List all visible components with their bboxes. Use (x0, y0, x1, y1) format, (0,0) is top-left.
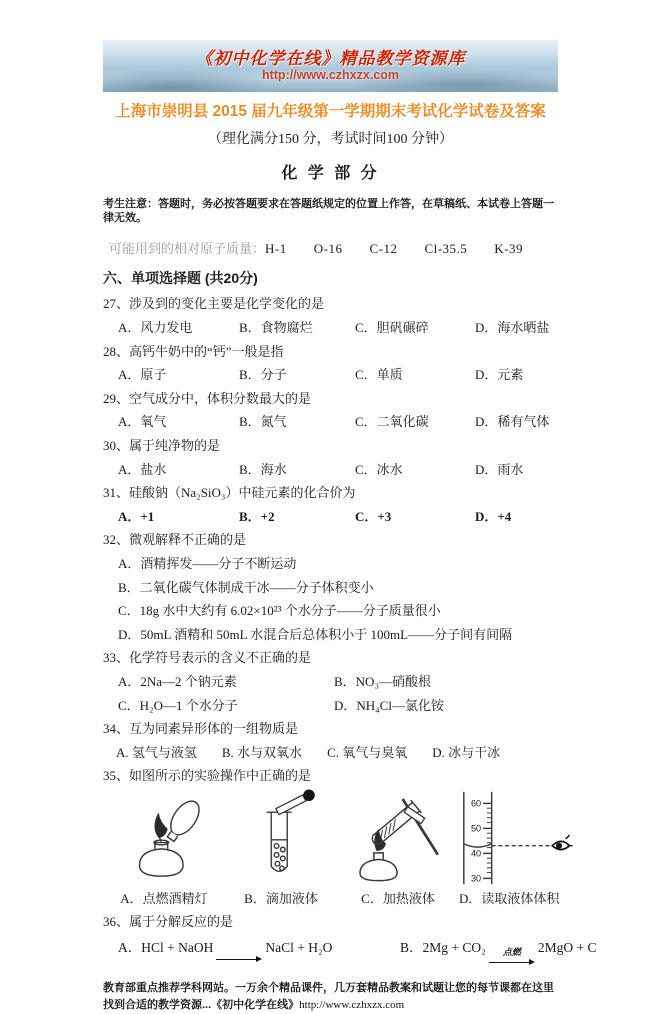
document-subtitle: （理化满分150 分，考试时间100 分钟） (208, 131, 453, 147)
options-row (103, 462, 558, 478)
document-title: 上海市崇明县 2015 届九年级第一学期期末考试化学试卷及答案 (115, 103, 546, 120)
option-c: C．冰水 (355, 461, 403, 477)
dropper-test-tube-icon (241, 788, 321, 888)
options-row (103, 745, 558, 761)
option-a: A．原子 (118, 367, 167, 383)
option-a: A. 氢气与液氢 (116, 744, 197, 760)
banner-site-title: 《初中化学在线》精品教学资源库 (195, 48, 466, 68)
question-number: 35、 (103, 768, 130, 784)
meniscus-curve (463, 844, 491, 847)
option-d: D．海水晒盐 (475, 320, 550, 335)
question-number: 31、 (103, 485, 130, 501)
question-number: 33、 (103, 650, 130, 666)
option-b-equation (400, 940, 596, 967)
option-b: B．+2 (239, 508, 275, 524)
scale-50: 50 (470, 823, 481, 834)
question-text: 属于纯净物的是 (129, 437, 221, 453)
option-d: D．NH₄Cl—氯化铵 (334, 697, 444, 713)
scale-60: 60 (470, 798, 481, 809)
equation-rhs: NaCl + H₂O (265, 940, 333, 956)
question-text: 硅酸钠（Na₂SiO₃）中硅元素的化合价为 (129, 485, 356, 501)
option-d: D. 冰与干冰 (432, 744, 501, 760)
equation-lhs: HCl + NaOH (141, 940, 214, 956)
option-c: C．胆矾碾碎 (355, 320, 429, 335)
question-31 (103, 485, 558, 524)
option-c: C．单质 (355, 367, 403, 383)
figure-caption-a: A．点燃酒精灯 (120, 890, 208, 906)
footer-text: 教育部重点推荐学科网站。一万余个精品课件，几万套精品教案和试题让您的每节课都在这里找到合适的教学资源...《初中化学在线》 (103, 982, 554, 1012)
question-28 (103, 344, 558, 383)
question-text: 互为同素异形体的一组物质是 (129, 721, 299, 737)
question-35 (103, 768, 558, 906)
eye-icon (552, 835, 572, 849)
dropper-icon (275, 788, 317, 817)
figure-caption-b: B．滴加液体 (244, 890, 318, 906)
question-number: 30、 (103, 437, 130, 453)
option-b: B．分子 (239, 367, 287, 383)
option-d: D．+4 (475, 508, 512, 524)
banner-image (103, 40, 558, 92)
question-number: 34、 (103, 721, 130, 737)
footer-promo (103, 980, 558, 1014)
reaction-arrow (216, 945, 262, 964)
question-text: 化学符号表示的含义不正确的是 (129, 650, 312, 666)
question-32 (103, 532, 558, 642)
option-b: B. 水与双氧水 (221, 744, 303, 760)
figure-caption-d: D．读取液体体积 (459, 890, 560, 906)
question-text: 高钙牛奶中的“钙”一般是指 (129, 343, 284, 359)
figure-lighting-alcohol-lamp (103, 788, 225, 907)
candidate-notice: 考生注意：答题时，务必按答题要求在答题纸规定的位置上作答，在草稿纸、本试卷上答题一律无效。 (103, 197, 554, 225)
question-text: 属于分解反应的是 (129, 914, 234, 930)
scale-40: 40 (470, 848, 481, 859)
atomic-mass-label: 可能用到的相对原子质量： (109, 241, 266, 257)
reaction-condition: 点燃 (502, 947, 521, 958)
question-text: 如图所示的实验操作中正确的是 (129, 768, 312, 784)
question-number: 27、 (103, 296, 130, 312)
equation-rhs: 2MgO + C (537, 940, 597, 956)
question-29 (103, 391, 558, 430)
option-a: A．酒精挥发——分子不断运动 (118, 555, 297, 571)
option-b: B．NO₃—硝酸根 (334, 673, 431, 689)
option-a-equation (118, 940, 400, 967)
option-c: C．二氧化碳 (355, 414, 429, 430)
option-a: A．+1 (118, 508, 155, 524)
atomic-mass-line (103, 238, 558, 257)
option-b: B．食物腐烂 (239, 320, 313, 335)
section-heading: 六、单项选择题 (共20分) (103, 270, 258, 287)
option-c: C. 氧气与臭氧 (327, 744, 408, 760)
option-d: D．50mL 酒精和 50mL 水混合后总体积小于 100mL——分子间有间隔 (118, 626, 513, 642)
footer-url-link[interactable]: http://www.czhxzx.com (299, 999, 405, 1012)
options-row (103, 509, 558, 525)
question-number: 36、 (103, 914, 130, 930)
question-text: 微观解释不正确的是 (129, 532, 247, 548)
experiment-figures-row (103, 788, 558, 907)
question-number: 28、 (103, 343, 130, 359)
question-number: 29、 (103, 390, 130, 406)
option-a: A．盐水 (118, 461, 167, 477)
question-text: 空气成分中，体积分数最大的是 (129, 390, 312, 406)
option-a: A．氧气 (118, 414, 167, 430)
option-a: A．风力发电 (118, 320, 193, 335)
figure-graduated-cylinder (459, 788, 558, 907)
equation-options-row (103, 940, 597, 967)
figure-dropper-test-tube (225, 788, 337, 907)
arrow-icon (489, 958, 535, 967)
option-b: B．海水 (239, 461, 287, 477)
flame-icon (154, 812, 167, 837)
equation-lhs: 2Mg + CO₂ (422, 940, 486, 956)
option-d: D．元素 (475, 367, 524, 383)
options-row (103, 367, 558, 383)
alcohol-lamp-lighting-icon (114, 788, 214, 888)
graduated-cylinder-icon (435, 788, 583, 888)
option-label: A． (118, 940, 142, 956)
part-title: 化 学 部 分 (281, 164, 380, 182)
option-d: D．稀有气体 (475, 414, 550, 430)
option-d: D．雨水 (475, 461, 524, 477)
question-number: 32、 (103, 532, 130, 548)
option-b: B．二氧化碳气体制成干冰——分子体积变小 (118, 579, 374, 595)
options-row (103, 414, 558, 430)
question-34 (103, 721, 558, 760)
figure-caption-c: C．加热液体 (361, 890, 435, 906)
banner-site-url-link[interactable]: http://www.czhxzx.com (261, 68, 400, 83)
options-stack (103, 556, 558, 642)
arrow-icon (216, 955, 262, 964)
test-tube-holder-icon (403, 799, 438, 855)
reaction-arrow (489, 948, 535, 967)
atomic-mass-values: H-1 O-16 C-12 Cl-35.5 K-39 (265, 241, 524, 257)
options-row (103, 320, 558, 336)
question-27 (103, 296, 558, 335)
scale-30: 30 (470, 873, 481, 884)
option-c: C．H₂O—1 个水分子 (118, 697, 238, 713)
options-grid (103, 674, 558, 713)
option-a: A．2Na—2 个钠元素 (118, 673, 237, 689)
option-label: B． (400, 940, 423, 956)
exam-page (103, 40, 597, 1014)
question-36 (103, 914, 597, 967)
option-b: B．氮气 (239, 414, 287, 430)
question-text: 涉及到的变化主要是化学变化的是 (129, 296, 325, 312)
question-33 (103, 650, 558, 713)
option-c: C．18g 水中大约有 6.02×10²³ 个水分子——分子质量很小 (118, 603, 441, 619)
option-c: C．+3 (355, 508, 392, 524)
question-30 (103, 438, 558, 477)
